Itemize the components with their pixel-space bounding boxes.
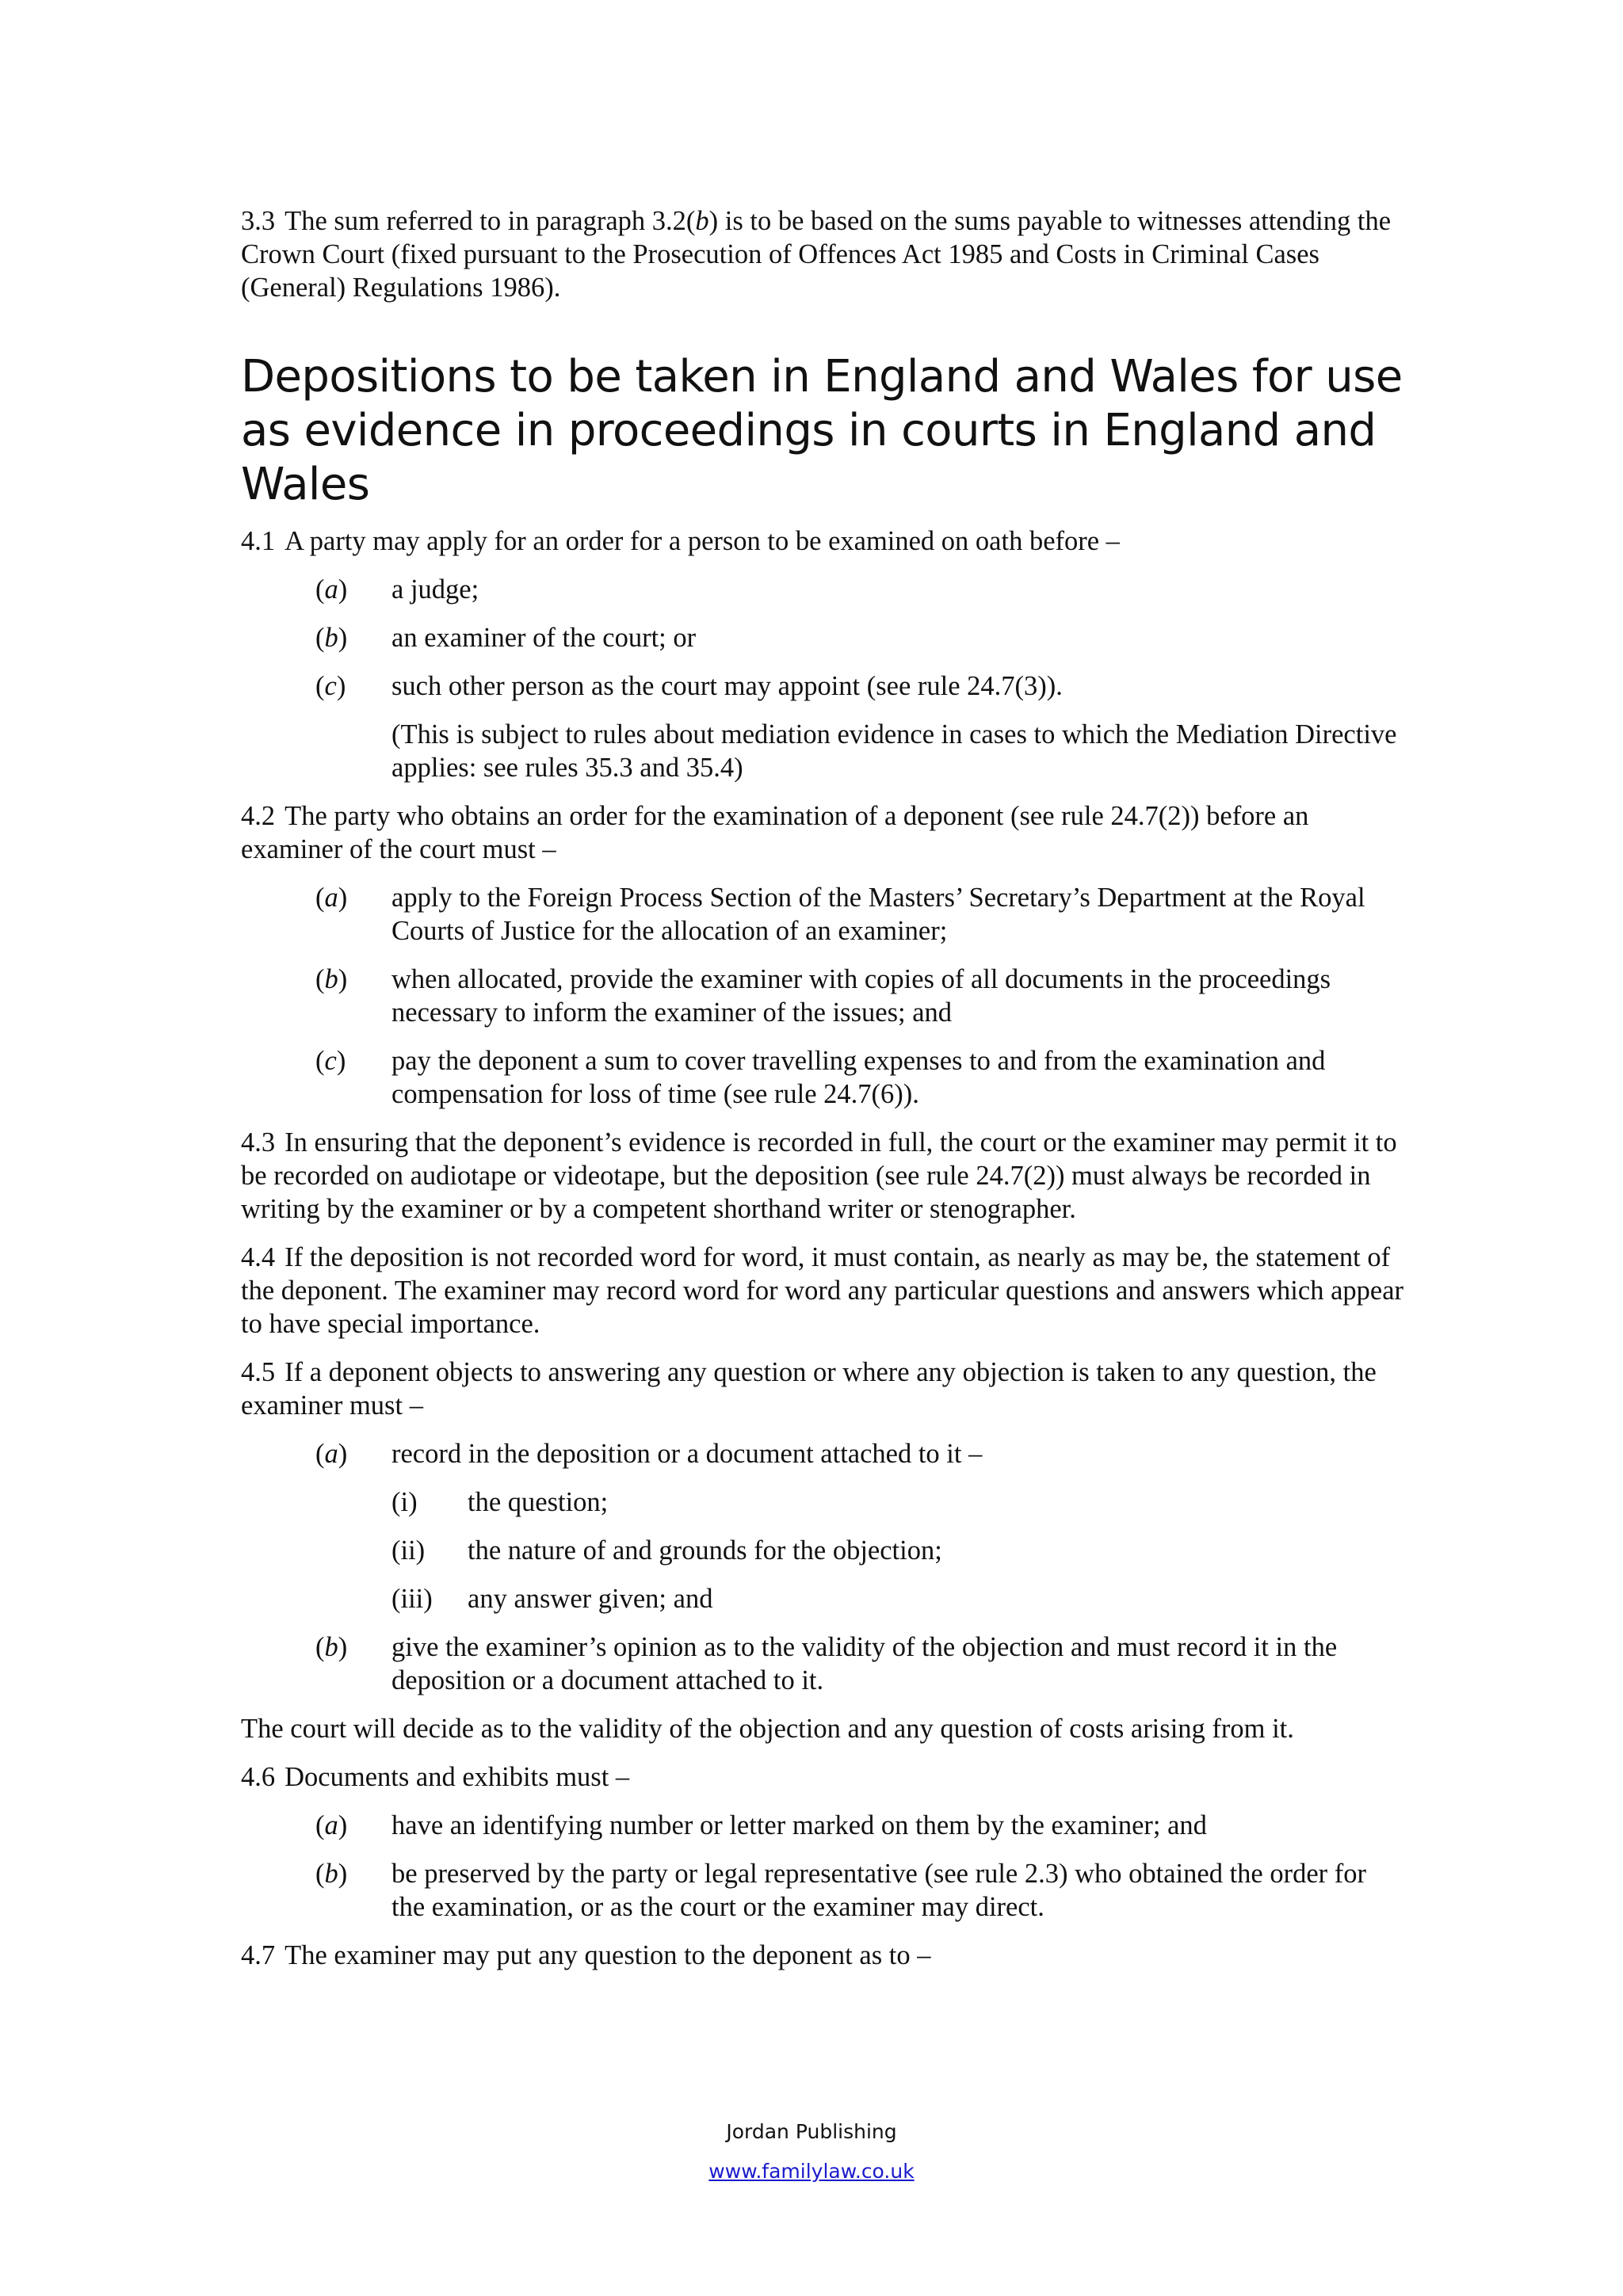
paragraph-4-2 [241, 799, 1406, 866]
sub-list-label: (i) [391, 1487, 418, 1517]
list-item-text: pay the deponent a sum to cover travelling expenses to and from the examination and compensation for loss of time (see rule 24.7(6)). [391, 1046, 1326, 1109]
paragraph-4-3 [241, 1126, 1406, 1226]
sub-list-label: (ii) [391, 1535, 426, 1566]
list-item: (a) apply to the Foreign Process Section of the Masters’ Secretary’s Department at the Royal Courts of Justice for the allocation of an examiner; [241, 881, 1406, 948]
paragraph-text: The party who obtains an order for the examination of a deponent (see rule 24.7(2)) before an examiner of the court must – [241, 801, 1309, 864]
paragraph-text: ) is to be based on the sums payable to witnesses attending the Crown Court (fixed pursuant to the Prosecution of Offences Act 1985 and Costs in Criminal Cases (General) Regulations 1986). [241, 206, 1392, 303]
paragraph-number: 3.3 [241, 206, 276, 236]
paragraph-text: If the deposition is not recorded word for word, it must contain, as nearly as may be, the statement of the deponent. The examiner may record word for word any particular questions and answers which appear to have special importance. [241, 1242, 1404, 1339]
list-item: (b) when allocated, provide the examiner with copies of all documents in the proceedings necessary to inform the examiner of the issues; and [241, 963, 1406, 1029]
footer-url-container [0, 2158, 1623, 2185]
paragraph-4-5 [241, 1356, 1406, 1422]
paragraph-text: The sum referred to in paragraph 3.2( [285, 206, 696, 236]
list-item-text: such other person as the court may appoint (see rule 24.7(3)). [391, 671, 1063, 701]
list-item-text: give the examiner’s opinion as to the validity of the objection and must record it in the deposition or a document attached to it. [391, 1632, 1338, 1695]
sub-list-item-text: the nature of and grounds for the objection; [468, 1535, 942, 1566]
paragraph-text: In ensuring that the deponent’s evidence is recorded in full, the court or the examiner may permit it to be recorded on audiotape or videotape, but the deposition (see rule 24.7(2)) must always be recorded in writing by the examiner or by a competent shorthand writer or stenographer. [241, 1127, 1397, 1224]
list-item-text: an examiner of the court; or [391, 623, 697, 653]
list-item-text: when allocated, provide the examiner with copies of all documents in the proceedings necessary to inform the examiner of the issues; and [391, 964, 1331, 1028]
list-label: b [324, 964, 338, 994]
list-label: a [324, 883, 338, 913]
list-label: c [324, 1046, 337, 1076]
list-item-text: a judge; [391, 574, 479, 605]
footer-publisher: Jordan Publishing [726, 2120, 897, 2143]
list-item: (b) an examiner of the court; or [241, 621, 1406, 654]
list-item: (c) such other person as the court may appoint (see rule 24.7(3)). [241, 669, 1406, 703]
mediation-note: (This is subject to rules about mediation evidence in cases to which the Mediation Directive applies: see rules 35.3 and 35.4) [391, 719, 1397, 783]
sub-list-item [241, 1582, 1406, 1615]
list-item-text: apply to the Foreign Process Section of the Masters’ Secretary’s Department at the Royal Courts of Justice for the allocation of an examiner; [391, 883, 1365, 946]
list-label: b [324, 1632, 338, 1662]
list-item: (c) pay the deponent a sum to cover travelling expenses to and from the examination and compensation for loss of time (see rule 24.7(6)). [241, 1044, 1406, 1111]
paragraph-4-7 [241, 1939, 1406, 1972]
paragraph-text: A party may apply for an order for a person to be examined on oath before – [285, 526, 1120, 556]
paragraph-number: 4.1 [241, 526, 276, 556]
paragraph-number: 4.4 [241, 1242, 276, 1272]
sub-list-item [241, 1534, 1406, 1567]
paragraph-3-3 [241, 204, 1406, 304]
paragraph-text: Documents and exhibits must – [285, 1762, 630, 1792]
paragraph-number: 4.6 [241, 1762, 276, 1792]
list-item: (b) be preserved by the party or legal representative (see rule 2.3) who obtained the order for the examination, or as the court or the examiner may direct. [241, 1857, 1406, 1924]
sub-list-item [241, 1486, 1406, 1519]
paragraph-text: If a deponent objects to answering any question or where any objection is taken to any question, the examiner must – [241, 1357, 1377, 1421]
closing-sentence: The court will decide as to the validity of the objection and any question of costs arising from it. [241, 1714, 1294, 1744]
list-item-text: have an identifying number or letter marked on them by the examiner; and [391, 1810, 1207, 1840]
list-label: c [324, 671, 337, 701]
paragraph-number: 4.2 [241, 801, 276, 831]
list-item: (a) a judge; [241, 573, 1406, 606]
list-item: (a) have an identifying number or letter marked on them by the examiner; and [241, 1809, 1406, 1842]
sub-list-item-text: the question; [468, 1487, 609, 1517]
paragraph-number: 4.3 [241, 1127, 276, 1158]
paragraph-number: 4.5 [241, 1357, 276, 1387]
list-label: a [324, 1439, 338, 1469]
list-label: a [324, 1810, 338, 1840]
paragraph-number: 4.7 [241, 1940, 276, 1970]
paragraph-text-italic: b [695, 206, 709, 236]
list-label: b [324, 1859, 338, 1889]
paragraph-text: The examiner may put any question to the deponent as to – [285, 1940, 931, 1970]
sub-list-item-text: any answer given; and [468, 1584, 713, 1614]
paragraph-4-4 [241, 1241, 1406, 1341]
paragraph-4-6 [241, 1760, 1406, 1794]
sub-list-label: (iii) [391, 1584, 433, 1614]
list-item: (a) record in the deposition or a document attached to it – [241, 1437, 1406, 1470]
document-body [241, 204, 1406, 1987]
paragraph-4-1 [241, 524, 1406, 558]
section-heading: Depositions to be taken in England and Wales for use as evidence in proceedings in courts in England and Wales [241, 351, 1403, 510]
list-label: b [324, 623, 338, 653]
list-label: a [324, 574, 338, 605]
list-item-text: be preserved by the party or legal representative (see rule 2.3) who obtained the order for the examination, or as the court or the examiner may direct. [391, 1859, 1366, 1922]
footer-url-link[interactable]: www.familylaw.co.uk [708, 2160, 915, 2183]
list-item: (b) give the examiner’s opinion as to the validity of the objection and must record it in the deposition or a document attached to it. [241, 1630, 1406, 1697]
list-item-text: record in the deposition or a document attached to it – [391, 1439, 983, 1469]
